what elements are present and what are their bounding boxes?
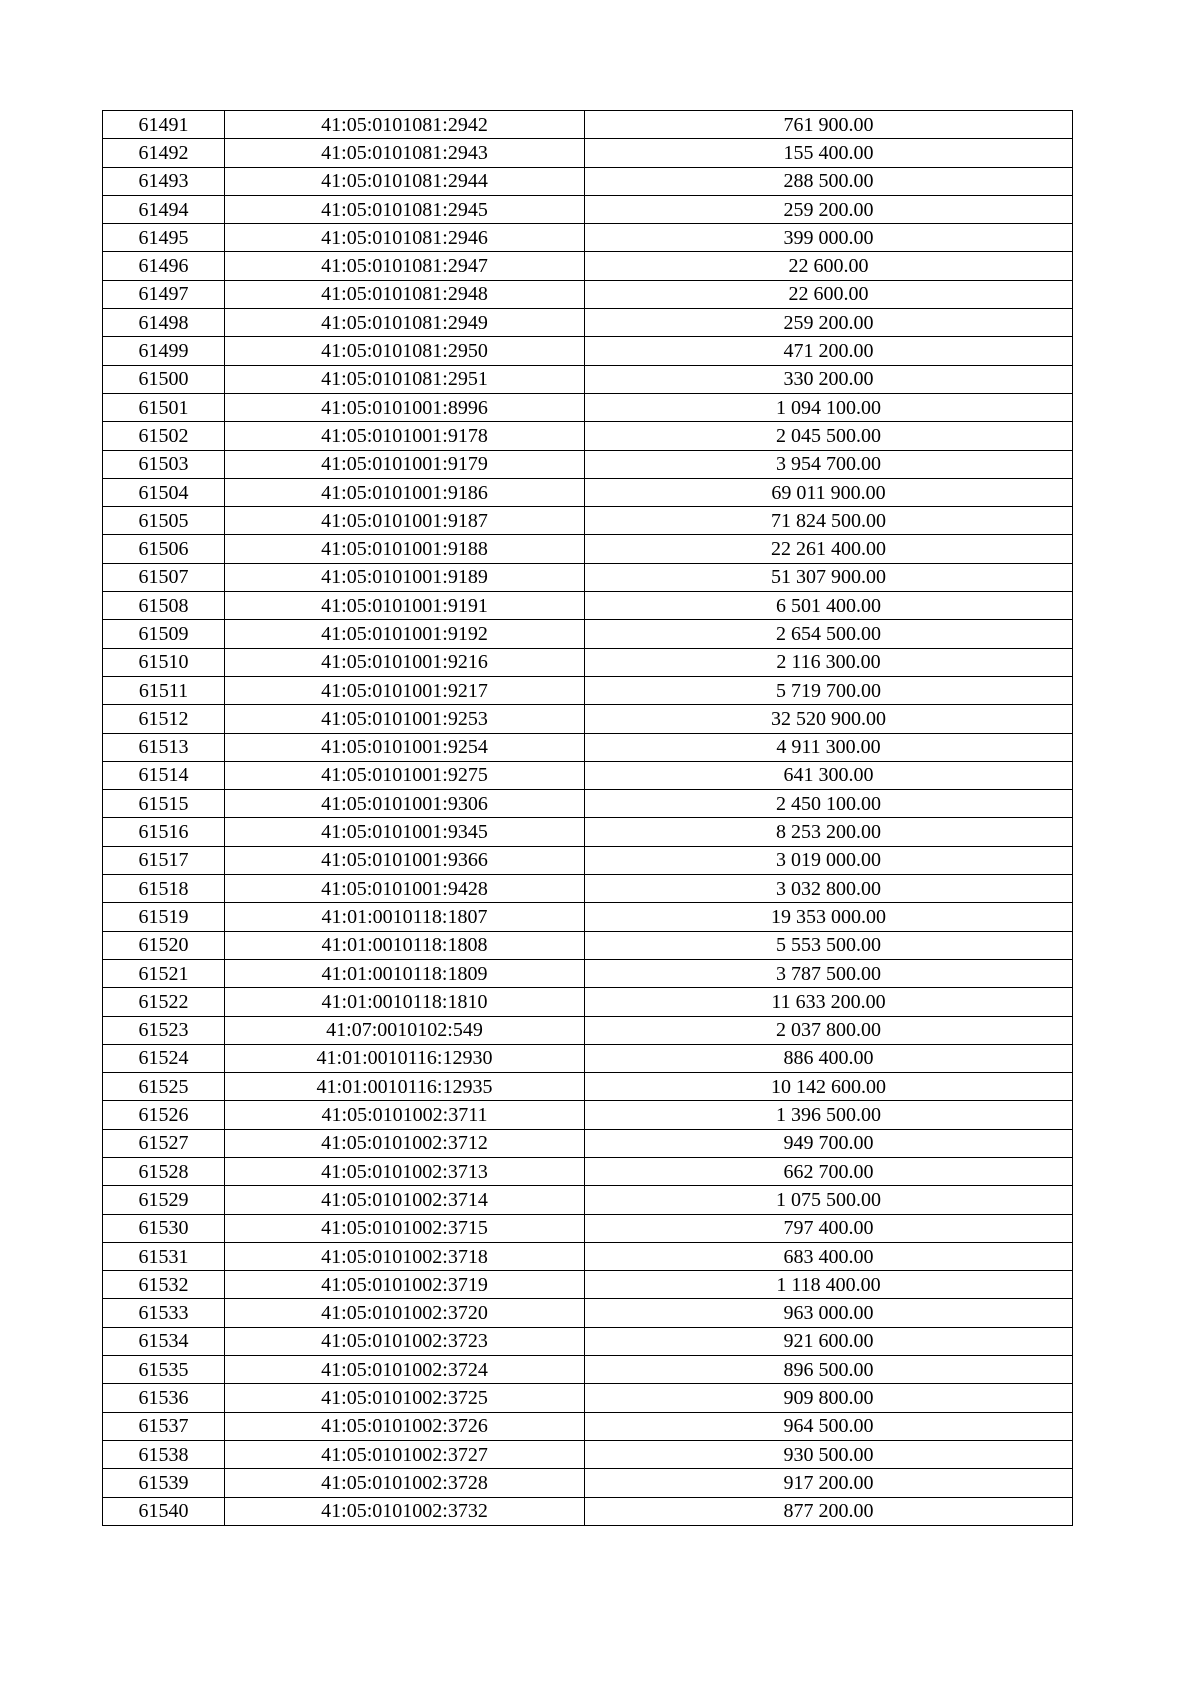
value-cell: 69 011 900.00	[585, 478, 1073, 506]
value-cell: 2 654 500.00	[585, 620, 1073, 648]
cadastral-number-cell: 41:05:0101081:2950	[225, 337, 585, 365]
value-cell: 471 200.00	[585, 337, 1073, 365]
cadastral-number-cell: 41:05:0101001:9306	[225, 790, 585, 818]
value-cell: 5 719 700.00	[585, 676, 1073, 704]
row-number-cell: 61510	[103, 648, 225, 676]
row-number-cell: 61536	[103, 1384, 225, 1412]
value-cell: 11 633 200.00	[585, 988, 1073, 1016]
table-body	[103, 111, 1073, 1526]
value-cell: 1 075 500.00	[585, 1186, 1073, 1214]
row-number-cell: 61524	[103, 1044, 225, 1072]
table-row	[103, 676, 1073, 704]
table-row	[103, 535, 1073, 563]
table-row	[103, 1242, 1073, 1270]
value-cell: 288 500.00	[585, 167, 1073, 195]
cadastral-number-cell: 41:05:0101081:2945	[225, 195, 585, 223]
cadastral-number-cell: 41:05:0101001:9191	[225, 592, 585, 620]
table-row	[103, 818, 1073, 846]
table-row	[103, 195, 1073, 223]
value-cell: 2 450 100.00	[585, 790, 1073, 818]
row-number-cell: 61503	[103, 450, 225, 478]
cadastral-number-cell: 41:05:0101001:8996	[225, 393, 585, 421]
table-row	[103, 1327, 1073, 1355]
value-cell: 8 253 200.00	[585, 818, 1073, 846]
value-cell: 917 200.00	[585, 1469, 1073, 1497]
row-number-cell: 61504	[103, 478, 225, 506]
value-cell: 1 094 100.00	[585, 393, 1073, 421]
row-number-cell: 61540	[103, 1497, 225, 1525]
table-row	[103, 1384, 1073, 1412]
cadastral-number-cell: 41:05:0101001:9254	[225, 733, 585, 761]
row-number-cell: 61522	[103, 988, 225, 1016]
cadastral-number-cell: 41:05:0101002:3726	[225, 1412, 585, 1440]
cadastral-number-cell: 41:01:0010116:12930	[225, 1044, 585, 1072]
row-number-cell: 61498	[103, 309, 225, 337]
row-number-cell: 61496	[103, 252, 225, 280]
table-row	[103, 1101, 1073, 1129]
value-cell: 22 261 400.00	[585, 535, 1073, 563]
table-row	[103, 507, 1073, 535]
cadastral-number-cell: 41:05:0101081:2947	[225, 252, 585, 280]
table-row	[103, 1129, 1073, 1157]
table-row	[103, 903, 1073, 931]
row-number-cell: 61493	[103, 167, 225, 195]
cadastral-number-cell: 41:05:0101081:2951	[225, 365, 585, 393]
row-number-cell: 61502	[103, 422, 225, 450]
value-cell: 22 600.00	[585, 252, 1073, 280]
value-cell: 683 400.00	[585, 1242, 1073, 1270]
cadastral-number-cell: 41:05:0101001:9192	[225, 620, 585, 648]
row-number-cell: 61512	[103, 705, 225, 733]
row-number-cell: 61521	[103, 959, 225, 987]
table-row	[103, 733, 1073, 761]
table-row	[103, 1016, 1073, 1044]
table-row	[103, 111, 1073, 139]
table-row	[103, 846, 1073, 874]
cadastral-number-cell: 41:05:0101081:2944	[225, 167, 585, 195]
value-cell: 2 037 800.00	[585, 1016, 1073, 1044]
cadastral-number-cell: 41:05:0101002:3727	[225, 1440, 585, 1468]
value-cell: 71 824 500.00	[585, 507, 1073, 535]
table-row	[103, 592, 1073, 620]
row-number-cell: 61530	[103, 1214, 225, 1242]
cadastral-number-cell: 41:05:0101001:9366	[225, 846, 585, 874]
row-number-cell: 61500	[103, 365, 225, 393]
table-row	[103, 1497, 1073, 1525]
cadastral-number-cell: 41:05:0101002:3732	[225, 1497, 585, 1525]
row-number-cell: 61507	[103, 563, 225, 591]
row-number-cell: 61492	[103, 139, 225, 167]
value-cell: 877 200.00	[585, 1497, 1073, 1525]
cadastral-number-cell: 41:05:0101001:9216	[225, 648, 585, 676]
cadastral-number-cell: 41:05:0101002:3712	[225, 1129, 585, 1157]
row-number-cell: 61532	[103, 1271, 225, 1299]
table-row	[103, 450, 1073, 478]
cadastral-number-cell: 41:05:0101081:2946	[225, 224, 585, 252]
row-number-cell: 61517	[103, 846, 225, 874]
value-cell: 662 700.00	[585, 1157, 1073, 1185]
row-number-cell: 61534	[103, 1327, 225, 1355]
table-row	[103, 1469, 1073, 1497]
value-cell: 2 045 500.00	[585, 422, 1073, 450]
row-number-cell: 61518	[103, 875, 225, 903]
row-number-cell: 61505	[103, 507, 225, 535]
value-cell: 886 400.00	[585, 1044, 1073, 1072]
row-number-cell: 61527	[103, 1129, 225, 1157]
cadastral-number-cell: 41:01:0010116:12935	[225, 1073, 585, 1101]
value-cell: 964 500.00	[585, 1412, 1073, 1440]
table-row	[103, 167, 1073, 195]
value-cell: 259 200.00	[585, 195, 1073, 223]
table-row	[103, 988, 1073, 1016]
value-cell: 949 700.00	[585, 1129, 1073, 1157]
table-row	[103, 224, 1073, 252]
value-cell: 51 307 900.00	[585, 563, 1073, 591]
value-cell: 330 200.00	[585, 365, 1073, 393]
cadastral-number-cell: 41:05:0101002:3720	[225, 1299, 585, 1327]
row-number-cell: 61508	[103, 592, 225, 620]
cadastral-number-cell: 41:05:0101081:2943	[225, 139, 585, 167]
cadastral-number-cell: 41:05:0101001:9275	[225, 761, 585, 789]
value-cell: 259 200.00	[585, 309, 1073, 337]
cadastral-number-cell: 41:05:0101001:9188	[225, 535, 585, 563]
cadastral-number-cell: 41:05:0101002:3715	[225, 1214, 585, 1242]
row-number-cell: 61494	[103, 195, 225, 223]
cadastral-number-cell: 41:05:0101002:3728	[225, 1469, 585, 1497]
value-cell: 797 400.00	[585, 1214, 1073, 1242]
cadastral-number-cell: 41:05:0101002:3723	[225, 1327, 585, 1355]
row-number-cell: 61495	[103, 224, 225, 252]
row-number-cell: 61525	[103, 1073, 225, 1101]
row-number-cell: 61531	[103, 1242, 225, 1270]
table-row	[103, 761, 1073, 789]
cadastral-number-cell: 41:01:0010118:1807	[225, 903, 585, 931]
row-number-cell: 61528	[103, 1157, 225, 1185]
value-cell: 641 300.00	[585, 761, 1073, 789]
value-cell: 930 500.00	[585, 1440, 1073, 1468]
row-number-cell: 61529	[103, 1186, 225, 1214]
row-number-cell: 61515	[103, 790, 225, 818]
table-row	[103, 1214, 1073, 1242]
value-cell: 3 019 000.00	[585, 846, 1073, 874]
value-cell: 921 600.00	[585, 1327, 1073, 1355]
cadastral-number-cell: 41:05:0101002:3725	[225, 1384, 585, 1412]
value-cell: 896 500.00	[585, 1356, 1073, 1384]
cadastral-number-cell: 41:01:0010118:1810	[225, 988, 585, 1016]
value-cell: 3 954 700.00	[585, 450, 1073, 478]
value-cell: 1 118 400.00	[585, 1271, 1073, 1299]
value-cell: 963 000.00	[585, 1299, 1073, 1327]
value-cell: 761 900.00	[585, 111, 1073, 139]
table-row	[103, 252, 1073, 280]
table-row	[103, 875, 1073, 903]
table-row	[103, 931, 1073, 959]
table-row	[103, 280, 1073, 308]
table-row	[103, 959, 1073, 987]
table-row	[103, 309, 1073, 337]
table-row	[103, 1299, 1073, 1327]
table-row	[103, 1157, 1073, 1185]
value-cell: 1 396 500.00	[585, 1101, 1073, 1129]
row-number-cell: 61538	[103, 1440, 225, 1468]
row-number-cell: 61520	[103, 931, 225, 959]
row-number-cell: 61539	[103, 1469, 225, 1497]
cadastral-number-cell: 41:05:0101002:3713	[225, 1157, 585, 1185]
row-number-cell: 61516	[103, 818, 225, 846]
row-number-cell: 61513	[103, 733, 225, 761]
row-number-cell: 61501	[103, 393, 225, 421]
cadastral-number-cell: 41:05:0101001:9428	[225, 875, 585, 903]
table-row	[103, 648, 1073, 676]
row-number-cell: 61537	[103, 1412, 225, 1440]
cadastral-number-cell: 41:05:0101001:9179	[225, 450, 585, 478]
table-row	[103, 1073, 1073, 1101]
table-row	[103, 393, 1073, 421]
row-number-cell: 61526	[103, 1101, 225, 1129]
cadastral-number-cell: 41:05:0101001:9345	[225, 818, 585, 846]
cadastral-number-cell: 41:05:0101002:3718	[225, 1242, 585, 1270]
value-cell: 10 142 600.00	[585, 1073, 1073, 1101]
value-cell: 4 911 300.00	[585, 733, 1073, 761]
table-row	[103, 705, 1073, 733]
table-row	[103, 337, 1073, 365]
cadastral-number-cell: 41:05:0101081:2948	[225, 280, 585, 308]
value-cell: 3 032 800.00	[585, 875, 1073, 903]
value-cell: 22 600.00	[585, 280, 1073, 308]
cadastral-number-cell: 41:05:0101081:2949	[225, 309, 585, 337]
cadastral-value-table	[102, 110, 1073, 1526]
row-number-cell: 61519	[103, 903, 225, 931]
cadastral-number-cell: 41:05:0101002:3714	[225, 1186, 585, 1214]
row-number-cell: 61511	[103, 676, 225, 704]
cadastral-number-cell: 41:05:0101002:3724	[225, 1356, 585, 1384]
cadastral-number-cell: 41:05:0101001:9253	[225, 705, 585, 733]
table-row	[103, 478, 1073, 506]
value-cell: 3 787 500.00	[585, 959, 1073, 987]
table-row	[103, 422, 1073, 450]
row-number-cell: 61535	[103, 1356, 225, 1384]
row-number-cell: 61506	[103, 535, 225, 563]
table-row	[103, 563, 1073, 591]
cadastral-number-cell: 41:05:0101001:9217	[225, 676, 585, 704]
value-cell: 32 520 900.00	[585, 705, 1073, 733]
table-row	[103, 790, 1073, 818]
table-row	[103, 1356, 1073, 1384]
cadastral-number-cell: 41:05:0101001:9186	[225, 478, 585, 506]
value-cell: 399 000.00	[585, 224, 1073, 252]
cadastral-number-cell: 41:05:0101002:3719	[225, 1271, 585, 1299]
table-row	[103, 365, 1073, 393]
value-cell: 6 501 400.00	[585, 592, 1073, 620]
cadastral-number-cell: 41:05:0101001:9187	[225, 507, 585, 535]
value-cell: 19 353 000.00	[585, 903, 1073, 931]
table-row	[103, 1440, 1073, 1468]
row-number-cell: 61533	[103, 1299, 225, 1327]
value-cell: 155 400.00	[585, 139, 1073, 167]
row-number-cell: 61523	[103, 1016, 225, 1044]
row-number-cell: 61497	[103, 280, 225, 308]
cadastral-number-cell: 41:05:0101001:9189	[225, 563, 585, 591]
cadastral-number-cell: 41:07:0010102:549	[225, 1016, 585, 1044]
row-number-cell: 61499	[103, 337, 225, 365]
value-cell: 2 116 300.00	[585, 648, 1073, 676]
cadastral-number-cell: 41:05:0101002:3711	[225, 1101, 585, 1129]
table-row	[103, 1044, 1073, 1072]
value-cell: 909 800.00	[585, 1384, 1073, 1412]
row-number-cell: 61491	[103, 111, 225, 139]
cadastral-number-cell: 41:05:0101081:2942	[225, 111, 585, 139]
cadastral-number-cell: 41:01:0010118:1809	[225, 959, 585, 987]
table-row	[103, 1271, 1073, 1299]
row-number-cell: 61514	[103, 761, 225, 789]
cadastral-number-cell: 41:05:0101001:9178	[225, 422, 585, 450]
cadastral-number-cell: 41:01:0010118:1808	[225, 931, 585, 959]
table-row	[103, 620, 1073, 648]
value-cell: 5 553 500.00	[585, 931, 1073, 959]
table-row	[103, 1412, 1073, 1440]
table-row	[103, 1186, 1073, 1214]
table-row	[103, 139, 1073, 167]
row-number-cell: 61509	[103, 620, 225, 648]
